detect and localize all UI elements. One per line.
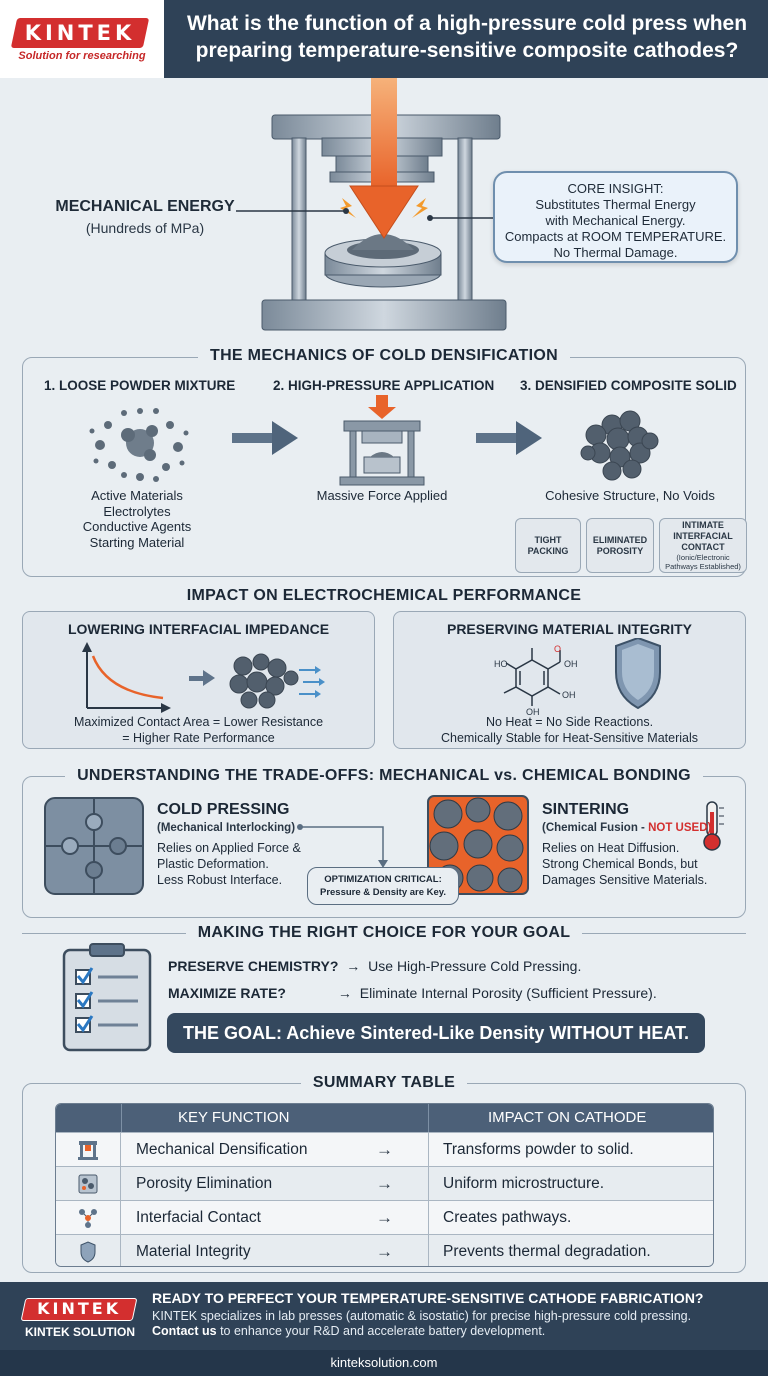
- opt-line: Pressure & Density are Key.: [319, 887, 447, 898]
- choice-question: MAXIMIZE RATE?: [168, 985, 286, 1001]
- header: [0, 0, 768, 78]
- choice-row-rate: [168, 985, 657, 1001]
- integrity-card-title: PRESERVING MATERIAL INTEGRITY: [446, 621, 693, 637]
- kintek-logo[interactable]: [0, 0, 164, 78]
- col-key-function: KEY FUNCTION: [178, 1109, 290, 1126]
- step1-line: Active Materials: [91, 488, 183, 503]
- goal-banner: THE GOAL: Achieve Sintered-Like Density WITHOUT HEAT.: [167, 1013, 705, 1053]
- insight-line: Substitutes Thermal Energy: [535, 197, 696, 212]
- molecule-icon: [504, 648, 560, 706]
- puzzle-icon: [45, 798, 143, 894]
- insight-line: Compacts at ROOM TEMPERATURE.: [504, 229, 727, 244]
- cold-line: Relies on Applied Force &: [157, 841, 301, 855]
- impedance-chart-icon: [23, 642, 376, 722]
- cold-pressing-text: [157, 840, 301, 888]
- row-function: Material Integrity: [136, 1243, 251, 1260]
- sinter-line: Relies on Heat Diffusion.: [542, 841, 680, 855]
- checklist-icon: [60, 942, 160, 1054]
- footer: [0, 1282, 768, 1350]
- optimization-callout: [307, 867, 459, 905]
- loose-powder-icon: [90, 408, 189, 482]
- step1-title: 1. LOOSE POWDER MIXTURE: [44, 378, 236, 393]
- step3-title: 3. DENSIFIED COMPOSITE SOLID: [520, 378, 737, 393]
- summary-table: [55, 1103, 714, 1267]
- step1-line: Conductive Agents: [82, 519, 192, 534]
- arrow-icon: →: [346, 958, 361, 974]
- shield-icon: [616, 638, 660, 708]
- page-title: What is the function of a high-pressure cold press when preparing temperature-sensitive composite cathodes?: [186, 12, 748, 62]
- tag-eliminated-porosity: ELIMINATED POROSITY: [586, 518, 654, 573]
- sinter-line: Damages Sensitive Materials.: [542, 873, 708, 887]
- step2-description: Massive Force Applied: [316, 488, 448, 503]
- sintering-title: SINTERING: [542, 801, 630, 818]
- row-impact: Prevents thermal degradation.: [443, 1243, 651, 1260]
- logo-wordmark: [11, 18, 149, 48]
- opt-line: OPTIMIZATION CRITICAL:: [324, 874, 442, 885]
- step-arrow-2: [476, 421, 542, 455]
- mechanical-energy-label: [40, 198, 250, 236]
- impedance-line-1: Maximized Contact Area = Lower Resistance: [73, 715, 324, 729]
- insight-line: with Mechanical Energy.: [545, 213, 686, 228]
- integrity-card: [393, 611, 746, 749]
- row-impact: Creates pathways.: [443, 1209, 572, 1226]
- tradeoffs-title-text: UNDERSTANDING THE TRADE-OFFS: MECHANICAL vs. CHEMICAL BONDING: [65, 767, 703, 784]
- footer-line: to enhance your R&D and accelerate battery development.: [216, 1324, 546, 1338]
- step1-line: Electrolytes: [103, 503, 171, 519]
- porosity-icon: [56, 1167, 121, 1201]
- row-impact: Uniform microstructure.: [443, 1175, 605, 1192]
- energy-sub: (Hundreds of MPa): [85, 220, 205, 236]
- impedance-line-2: = Higher Rate Performance: [122, 731, 275, 745]
- table-header: [56, 1104, 714, 1132]
- table-row: [56, 1200, 714, 1234]
- choice-title: [0, 924, 768, 942]
- row-function: Porosity Elimination: [136, 1175, 273, 1192]
- cold-line: Less Robust Interface.: [157, 873, 283, 887]
- table-body: [56, 1132, 714, 1267]
- table-row: [56, 1166, 714, 1200]
- impact-title: [0, 587, 768, 605]
- molecule-label: OH: [526, 707, 540, 717]
- summary-title-text: SUMMARY TABLE: [301, 1074, 467, 1091]
- insight-line: No Thermal Damage.: [553, 245, 678, 260]
- arrow-icon: →: [337, 985, 352, 1001]
- integrity-line-2: Chemically Stable for Heat-Sensitive Materials: [440, 731, 699, 745]
- tag3-sub: (Ionic/Electronic Pathways Established): [665, 553, 741, 571]
- logo-tagline: Solution for researching: [18, 50, 146, 62]
- press-icon: [56, 1133, 121, 1167]
- mechanics-title-text: THE MECHANICS OF COLD DENSIFICATION: [198, 347, 570, 364]
- footer-logo-sub: KINTEK SOLUTION: [25, 1325, 135, 1339]
- sintering-text: [542, 840, 707, 888]
- impedance-card-title: LOWERING INTERFACIAL IMPEDANCE: [67, 621, 330, 637]
- tag3-label: INTIMATE INTERFACIAL CONTACT: [673, 520, 733, 552]
- network-icon: [56, 1201, 121, 1235]
- choice-row-chemistry: [168, 958, 581, 974]
- cold-pressing-sub: (Mechanical Interlocking): [157, 822, 296, 834]
- footer-line: KINTEK specializes in lab presses (automatic & isostatic) for precise high-pressure cold pressing.: [152, 1309, 692, 1323]
- core-insight-callout: [493, 171, 738, 263]
- step1-line: Starting Material: [89, 534, 185, 550]
- step3-description: Cohesive Structure, No Voids: [545, 488, 715, 503]
- cold-line: Plastic Deformation.: [157, 857, 269, 871]
- choice-answer: Eliminate Internal Porosity (Sufficient Pressure).: [359, 985, 657, 1001]
- tag-tight-packing: TIGHT PACKING: [515, 518, 581, 573]
- shield-icon: [56, 1235, 121, 1267]
- arrow-icon: →: [376, 1174, 393, 1193]
- row-function: Interfacial Contact: [136, 1209, 261, 1226]
- not-used-label: NOT USED): [648, 822, 712, 834]
- connector-line: [300, 827, 383, 864]
- impedance-card: [22, 611, 375, 749]
- sinter-line: Strong Chemical Bonds, but: [542, 857, 698, 871]
- tag-interfacial-contact: [659, 518, 747, 573]
- arrow-icon: →: [376, 1140, 393, 1159]
- choice-question: PRESERVE CHEMISTRY?: [168, 958, 339, 974]
- sinter-sub-text: (Chemical Fusion -: [542, 822, 649, 834]
- densified-solid-icon: [581, 411, 658, 480]
- footer-title: READY TO PERFECT YOUR TEMPERATURE-SENSITIVE CATHODE FABRICATION?: [152, 1290, 704, 1306]
- integrity-line-1: No Heat = No Side Reactions.: [485, 715, 654, 729]
- step1-description: [52, 488, 222, 550]
- impact-title-text: IMPACT ON ELECTROCHEMICAL PERFORMANCE: [175, 587, 594, 604]
- row-function: Mechanical Densification: [136, 1141, 308, 1158]
- summary-title: [0, 1074, 768, 1092]
- footer-logo-text: KINTEK: [37, 1299, 122, 1318]
- right-arrow-icon: [189, 670, 215, 686]
- molecule-label: OH: [564, 659, 578, 669]
- row-impact: Transforms powder to solid.: [443, 1141, 634, 1158]
- svg-text:O: O: [554, 644, 562, 654]
- choice-title-text: MAKING THE RIGHT CHOICE FOR YOUR GOAL: [186, 924, 583, 941]
- website-link[interactable]: kinteksolution.com: [0, 1350, 768, 1376]
- insight-line: CORE INSIGHT:: [567, 181, 664, 196]
- energy-label: MECHANICAL ENERGY: [55, 198, 235, 215]
- molecule-label: HO: [494, 659, 508, 669]
- table-row: [56, 1234, 714, 1267]
- table-row: [56, 1132, 714, 1166]
- footer-logo[interactable]: [21, 1298, 138, 1321]
- molecule-and-shield-icons: [394, 638, 747, 718]
- molecule-label: OH: [562, 690, 576, 700]
- step-arrow-1: [232, 421, 298, 455]
- step2-title: 2. HIGH-PRESSURE APPLICATION: [273, 378, 495, 393]
- cold-pressing-title: COLD PRESSING: [157, 801, 290, 818]
- arrow-icon: →: [376, 1208, 393, 1227]
- logo-text: KINTEK: [24, 21, 136, 45]
- contact-link[interactable]: Contact us: [152, 1324, 217, 1338]
- tradeoffs-title: [0, 767, 768, 785]
- mechanics-title: [0, 347, 768, 365]
- col-impact: IMPACT ON CATHODE: [488, 1109, 647, 1126]
- small-press-icon: [340, 395, 424, 485]
- arrow-icon: →: [376, 1242, 393, 1261]
- footer-text: [152, 1309, 764, 1339]
- choice-answer: Use High-Pressure Cold Pressing.: [368, 958, 582, 974]
- sintering-sub: [542, 822, 711, 834]
